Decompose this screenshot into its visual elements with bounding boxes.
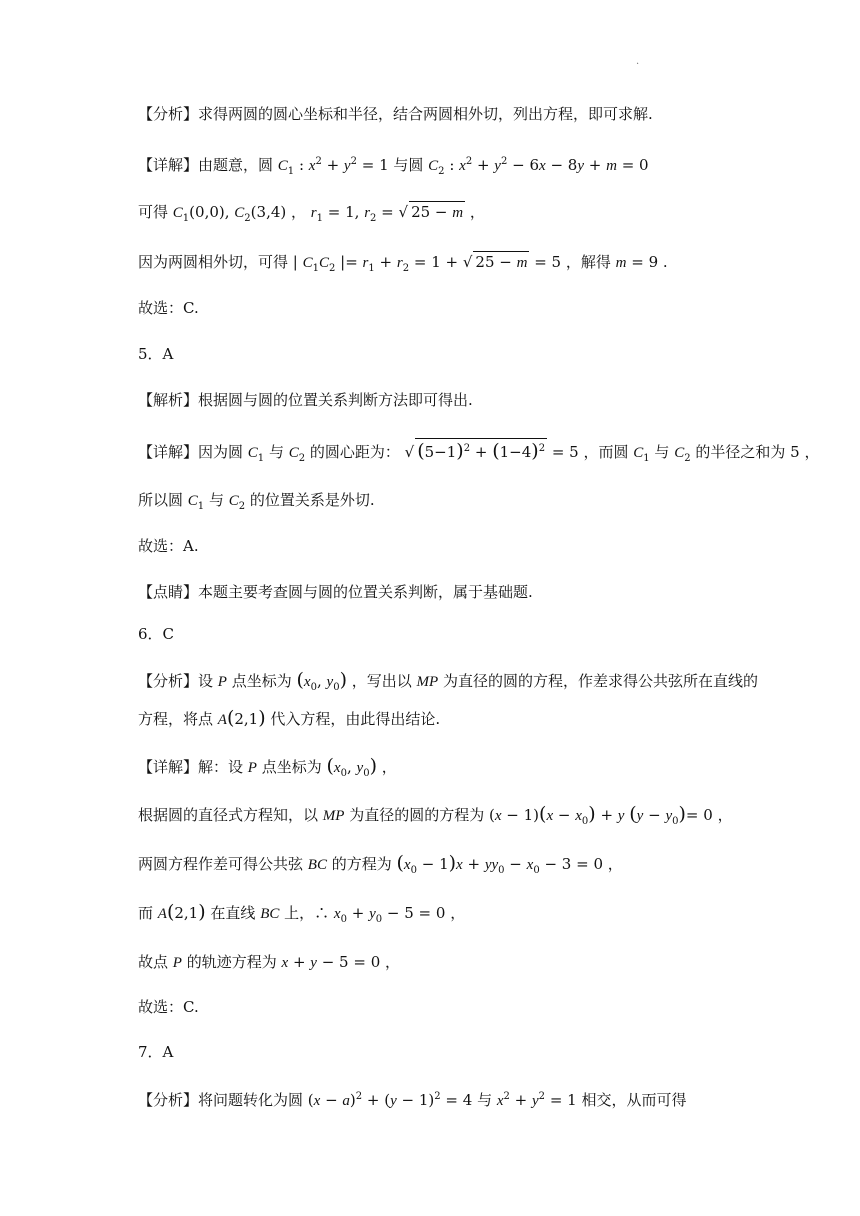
analysis-line-q6-a: 【分析】设 P 点坐标为 ($x_0$, $y_0$) ，写出以 MP 为直径的圆的方程，作差求得公共弦所在直线的: [138, 669, 758, 693]
analysis-line-q7: 【分析】将问题转化为圆 $(x - a)^2 + (y - 1)^2 = 4$ 与 $x^2 + y^2 = 1$ 相交，从而可得: [138, 1091, 687, 1109]
detail-line-q5-conclusion: 所以圆 $C_1$ 与 $C_2$ 的位置关系是外切.: [138, 491, 375, 512]
question-5-heading: 5．A: [138, 345, 174, 363]
detail-line-q4-centers: 可得 $C_1(0,0)$, $C_2(3,4)$ ， $r_1 = 1$, $r_2$ = √ 25 − m ，: [138, 203, 485, 224]
corner-dot: .: [636, 56, 640, 67]
comment-line-q5: 【点睛】本题主要考查圆与圆的位置关系判断，属于基础题.: [138, 583, 533, 601]
detail-line-q6-start: 【详解】解：设 P 点坐标为 ($x_0$, $y_0$) ，: [138, 755, 397, 779]
analysis-line-q6-b: 方程，将点 A(2,1) 代入方程，由此得出结论.: [138, 707, 441, 729]
question-7-heading: 7．A: [138, 1043, 174, 1061]
answer-line-q5: 故选：A.: [138, 537, 199, 555]
detail-line-q6-point-on-line: 而 A(2,1) 在直线 BC 上，∴ $x_0 + y_0 - 5 = 0$ ，: [138, 901, 466, 925]
detail-line-q6-chord: 两圆方程作差可得公共弦 BC 的方程为 $(x_0 - 1)x + yy_0 - x_0 - 3 = 0$ ，: [138, 852, 623, 876]
detail-line-q4-tangent: 因为两圆相外切，可得 | $C_1C_2$ |= $r_1 + r_2 = 1$ + √ 25 − m = 5 ，解得 m = 9 .: [138, 253, 668, 274]
analysis-line-q5: 【解析】根据圆与圆的位置关系判断方法即可得出.: [138, 391, 473, 409]
question-6-heading: 6．C: [138, 625, 175, 643]
detail-line-q6-circle-eq: 根据圆的直径式方程知，以 MP 为直径的圆的方程为 $(x - 1)(x - x_0) + y$ $(y - y_0)= 0$ ，: [138, 803, 733, 827]
detail-line-q5-distance: 【详解】因为圆 $C_1$ 与 $C_2$ 的圆心距为： √ $(5-1)^2 + (1-4)^2 = 5$ ，而圆 $C_1$ 与 $C_2$ 的半径之和为 5 ，: [138, 440, 820, 464]
answer-line-q6: 故选：C.: [138, 998, 199, 1016]
detail-line-q6-locus: 故点 P 的轨迹方程为 x + y − 5 = 0 ，: [138, 953, 401, 971]
answer-line-q4: 故选：C.: [138, 299, 199, 317]
detail-line-q4-circles: 【详解】由题意，圆 $C_1$ : $x^2 + y^2 = 1$ 与圆 $C_2$ : $x^2 + y^2 - 6x - 8y + m = 0$: [138, 156, 649, 177]
analysis-line-q4: 【分析】求得两圆的圆心坐标和半径，结合两圆相外切，列出方程，即可求解.: [138, 105, 653, 123]
